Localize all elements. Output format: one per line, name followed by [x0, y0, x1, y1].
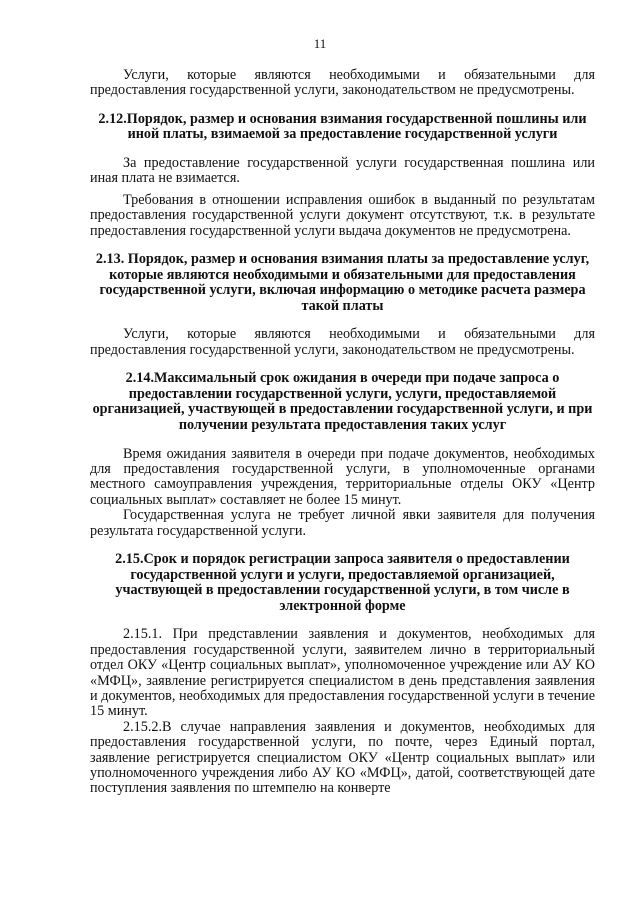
paragraph: Время ожидания заявителя в очереди при подаче документов, необходимых для предоставления государственной услуги, в уполномоченные органами местного самоуправления учреждения, территориальные отделы ОКУ «Центр социальных выплат» составляет не более 15 минут.	[90, 445, 595, 508]
paragraph: Государственная услуга не требует личной явки заявителя для получения результата государственной услуги.	[90, 507, 595, 539]
paragraph: Требования в отношении исправления ошибок в выданный по результатам предоставления государственной услуги документ отсутствуют, т.к. в результате предоставления государственной услуги выдача документов не предусмотрена.	[90, 191, 595, 239]
paragraph: Услуги, которые являются необходимыми и обязательными для предоставления государственной услуги, законодательством не предусмотрены.	[90, 67, 595, 99]
page-content	[90, 68, 595, 797]
section-heading-2-13: 2.13. Порядок, размер и основания взимания платы за предоставление услуг, которые являются необходимыми и обязательными для предоставления государственной услуги, включая информацию о методике расчета размера такой платы	[95, 251, 590, 314]
paragraph: 2.15.1. При представлении заявления и документов, необходимых для предоставления государственной услуги, заявителем лично в территориальный отдел ОКУ «Центр социальных выплат», уполномоченное учреждение или АУ КО «МФЦ», заявление регистрируется специалистом в день представления заявления и документов, необходимых для предоставления государственной услуги в течение 15 минут.	[90, 626, 595, 720]
page-number: 11	[313, 36, 327, 51]
paragraph: Услуги, которые являются необходимыми и обязательными для предоставления государственной услуги, законодательством не предусмотрены.	[90, 326, 595, 358]
paragraph: За предоставление государственной услуги государственная пошлина или иная плата не взимается.	[90, 155, 595, 187]
section-heading-2-12: 2.12.Порядок, размер и основания взимания государственной пошлины или иной платы, взимаемой за предоставление государственной услуги	[98, 110, 587, 143]
section-heading-2-15: 2.15.Срок и порядок регистрации запроса заявителя о предоставлении государственной услуги и услуги, предоставляемой организацией, участвующей в предоставлении государственной услуги, в том числе в электронной форме	[115, 551, 570, 614]
section-heading-2-14: 2.14.Максимальный срок ожидания в очереди при подаче запроса о предоставлении государственной услуги, услуги, предоставляемой организацией, участвующей в предоставлении государственной услуги, и при получении результата предоставления таких услуг	[92, 370, 593, 433]
paragraph: 2.15.2.В случае направления заявления и документов, необходимых для предоставления государственной услуги, по почте, через Единый портал, заявление регистрируется специалистом ОКУ «Центр социальных выплат» или уполномоченного учреждения либо АУ КО «МФЦ», датой, соответствующей дате поступления заявления по штемпелю на конверте	[90, 718, 595, 797]
